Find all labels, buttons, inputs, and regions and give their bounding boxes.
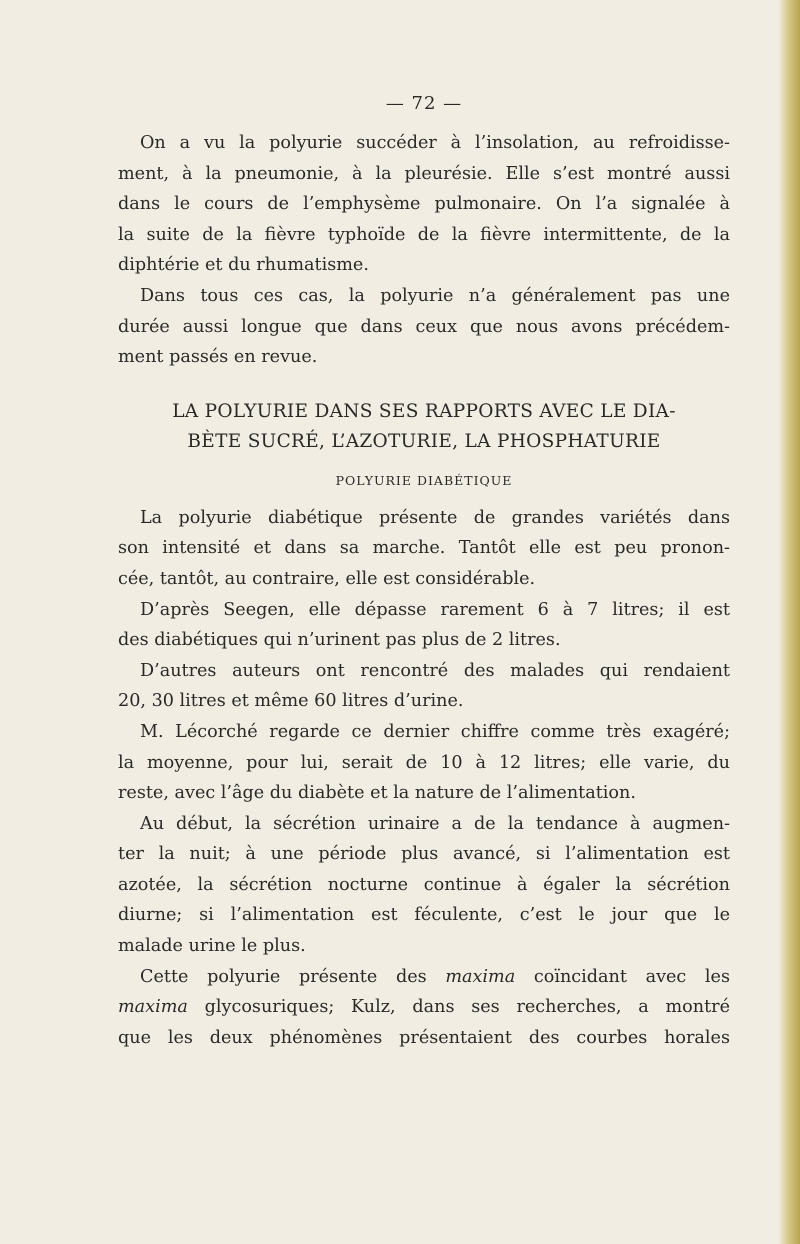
- text-line: malade urine le plus.: [118, 936, 306, 957]
- subsection-heading: POLYURIE DIABÉTIQUE: [335, 472, 513, 488]
- text-line: dans le cours de l’emphysème pulmonaire. On l’a signalée à: [118, 194, 730, 215]
- paragraph-6: [118, 717, 730, 809]
- text-line: la suite de la fièvre typhoïde de la fièvre intermittente, de la: [118, 224, 730, 245]
- text-line: diurne; si l’alimentation est féculente, c’est le jour que le: [118, 905, 730, 926]
- text-line: son intensité et dans sa marche. Tantôt elle est peu pronon-: [118, 538, 730, 559]
- paragraph-7: [118, 809, 730, 962]
- page-edge-shadow: [778, 0, 800, 1244]
- text-line: La polyurie diabétique présente de grandes variétés dans: [140, 507, 730, 528]
- paragraph-3: [118, 503, 730, 595]
- paragraph-8: [118, 962, 730, 1054]
- italic-term: maxima: [118, 997, 188, 1018]
- text-line: ter la nuit; à une période plus avancé, si l’alimentation est: [118, 844, 730, 865]
- text-line: M. Lécorché regarde ce dernier chiffre comme très exagéré;: [140, 721, 730, 742]
- heading-line: BÈTE SUCRÉ, L’AZOTURIE, LA PHOSPHATURIE: [187, 430, 661, 452]
- text-line: D’autres auteurs ont rencontré des malades qui rendaient: [140, 660, 730, 681]
- text-line: D’après Seegen, elle dépasse rarement 6 à 7 litres; il est: [140, 599, 730, 620]
- paragraph-5: [118, 656, 730, 717]
- text-line: cée, tantôt, au contraire, elle est considérable.: [118, 568, 536, 589]
- text-line: des diabétiques qui n’urinent pas plus de 2 litres.: [118, 630, 561, 651]
- page-number: — 72 —: [385, 93, 463, 114]
- section-heading: [118, 397, 730, 457]
- text-line: [118, 962, 730, 993]
- text-line: la moyenne, pour lui, serait de 10 à 12 litres; elle varie, du: [118, 752, 730, 773]
- text-line: diphtérie et du rhumatisme.: [118, 255, 369, 276]
- heading-line: LA POLYURIE DANS SES RAPPORTS AVEC LE DIA-: [172, 400, 676, 422]
- paragraph-4: [118, 595, 730, 656]
- text-line: ment, à la pneumonie, à la pleurésie. Elle s’est montré aussi: [118, 163, 730, 184]
- text-line: [118, 992, 730, 1023]
- text-run: coïncidant avec les: [515, 966, 730, 987]
- paragraph-intro-2: [118, 281, 730, 373]
- text-run: Cette polyurie présente des: [140, 966, 446, 987]
- text-line: Dans tous ces cas, la polyurie n’a généralement pas une: [140, 285, 730, 306]
- text-line: 20, 30 litres et même 60 litres d’urine.: [118, 691, 464, 712]
- italic-term: maxima: [445, 966, 516, 987]
- text-line: Au début, la sécrétion urinaire a de la tendance à augmen-: [140, 813, 730, 834]
- text-line: On a vu la polyurie succéder à l’insolation, au refroidisse-: [140, 133, 730, 153]
- text-line: azotée, la sécrétion nocturne continue à égaler la sécrétion: [118, 874, 730, 895]
- book-page: [118, 92, 730, 1053]
- text-line: reste, avec l’âge du diabète et la nature de l’alimentation.: [118, 783, 636, 804]
- paragraph-intro-1: [118, 128, 730, 281]
- text-line: que les deux phénomènes présentaient des courbes horales: [118, 1027, 730, 1048]
- text-line: durée aussi longue que dans ceux que nous avons précédem-: [118, 316, 730, 337]
- text-line: ment passés en revue.: [118, 347, 318, 368]
- text-run: glycosuriques; Kulz, dans ses recherches, a montré: [187, 997, 730, 1018]
